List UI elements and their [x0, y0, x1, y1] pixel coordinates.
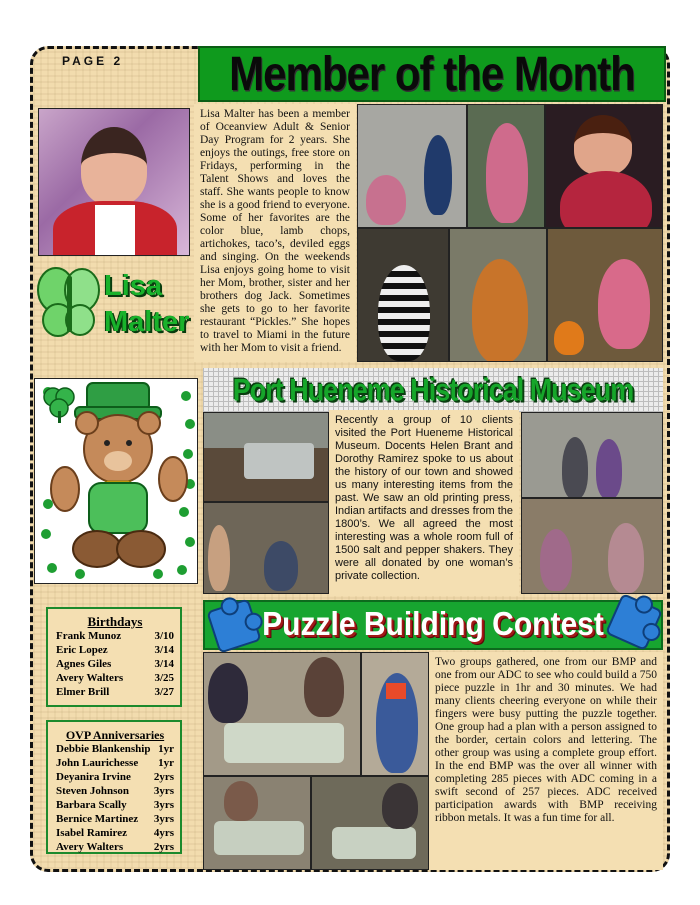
list-item: Eric Lopez 3/14 [56, 644, 174, 656]
member-photo-6 [547, 228, 663, 362]
leprechaun-bear-icon [35, 379, 198, 584]
member-story: Lisa Malter has been a member of Oceanview Adult & Senior Day Program for 2 years. She enjoys the outings, free store on Fridays, performing in the Talent Shows and loves the staff. She wants people to know she is a good friend to everyone. Some of her favorites are the color blue, lamb chops, artichokes, taco’s, deviled eggs and singing. On the weekends Lisa enjoys going home to visit her Mom, brother, sister and her brothers dog Jack. Sometimes she gets to go to her favorite restaurant “Pickles.” She hopes to travel to Miami in the future with her Mom to visit a friend. [194, 104, 356, 362]
birthdays-box [46, 607, 182, 707]
list-item: Elmer Brill 3/27 [56, 686, 174, 698]
member-photo-5 [449, 228, 547, 362]
member-of-month-title: Member of the Month [229, 46, 635, 101]
museum-photo-3 [521, 412, 663, 498]
puzzle-photo-2 [361, 652, 429, 776]
list-item: Debbie Blankenship 1yr [56, 743, 174, 755]
puzzle-photo-1 [203, 652, 361, 776]
list-item: Barbara Scally 3yrs [56, 799, 174, 811]
list-item: Deyanira Irvine 2yrs [56, 771, 174, 783]
member-photo-3 [545, 104, 663, 228]
list-item: John Laurichesse 1yr [56, 757, 174, 769]
leprechaun-bear-panel [34, 378, 198, 584]
member-photo-2 [467, 104, 545, 228]
member-last-name: Malter [104, 306, 190, 338]
member-photo-4 [357, 228, 449, 362]
museum-title: Port Hueneme Historical Museum [232, 372, 634, 407]
museum-banner [203, 368, 663, 412]
anniversaries-heading: OVP Anniversaries [65, 728, 165, 742]
member-name [104, 268, 189, 340]
puzzle-photo-3 [203, 776, 311, 870]
member-photo-1 [357, 104, 467, 228]
list-item: Agnes Giles 3/14 [56, 658, 174, 670]
birthdays-heading: Birthdays [87, 614, 143, 629]
puzzle-title: Puzzle Building Contest [262, 606, 604, 643]
lisa-portrait-photo [38, 108, 190, 256]
list-item: Frank Munoz 3/10 [56, 630, 174, 642]
museum-photo-1 [203, 412, 329, 502]
puzzle-story: Two groups gathered, one from our BMP and one from our ADC to see who could build a 750 piece puzzle in 1hr and 30 minutes. We had many clients cheering everyone on while their fingers were busy putting the puzzle together. One group had a plan with a person assigned to the border, certain colors and lettering. The other group was using a complete group effort. In the end BMP was the over all winner with completing 285 pieces with ADC coming in a swift second of 257 pieces. ADC received participation awards with BMP receiving ribbon metals. It was a fun time for all. [429, 652, 663, 870]
butterfly-icon [36, 262, 102, 340]
member-of-month-banner [198, 46, 666, 102]
member-first-name: Lisa [104, 270, 163, 302]
list-item: Avery Walters 3/25 [56, 672, 174, 684]
page-number: PAGE 2 [62, 54, 124, 68]
museum-photo-2 [203, 502, 329, 594]
anniversaries-box [46, 720, 182, 854]
list-item: Steven Johnson 3yrs [56, 785, 174, 797]
museum-story: Recently a group of 10 clients visited the Port Hueneme Historical Museum. Docents Helen Brant and Dorothy Ramirez spoke to us about the history of our town and showed us many interesting items from the past. We saw an old printing press, Indian artifacts and dresses from the 1800’s. We all agreed the most interesting was a whole room full of 1500 salt and pepper shakers. They were all donated by one woman’s private collection. [329, 410, 519, 596]
list-item: Isabel Ramirez 4yrs [56, 827, 174, 839]
puzzle-photo-4 [311, 776, 429, 870]
museum-photo-4 [521, 498, 663, 594]
puzzle-banner [203, 600, 663, 650]
list-item: Bernice Martinez 3yrs [56, 813, 174, 825]
list-item: Avery Walters 2yrs [56, 841, 174, 853]
